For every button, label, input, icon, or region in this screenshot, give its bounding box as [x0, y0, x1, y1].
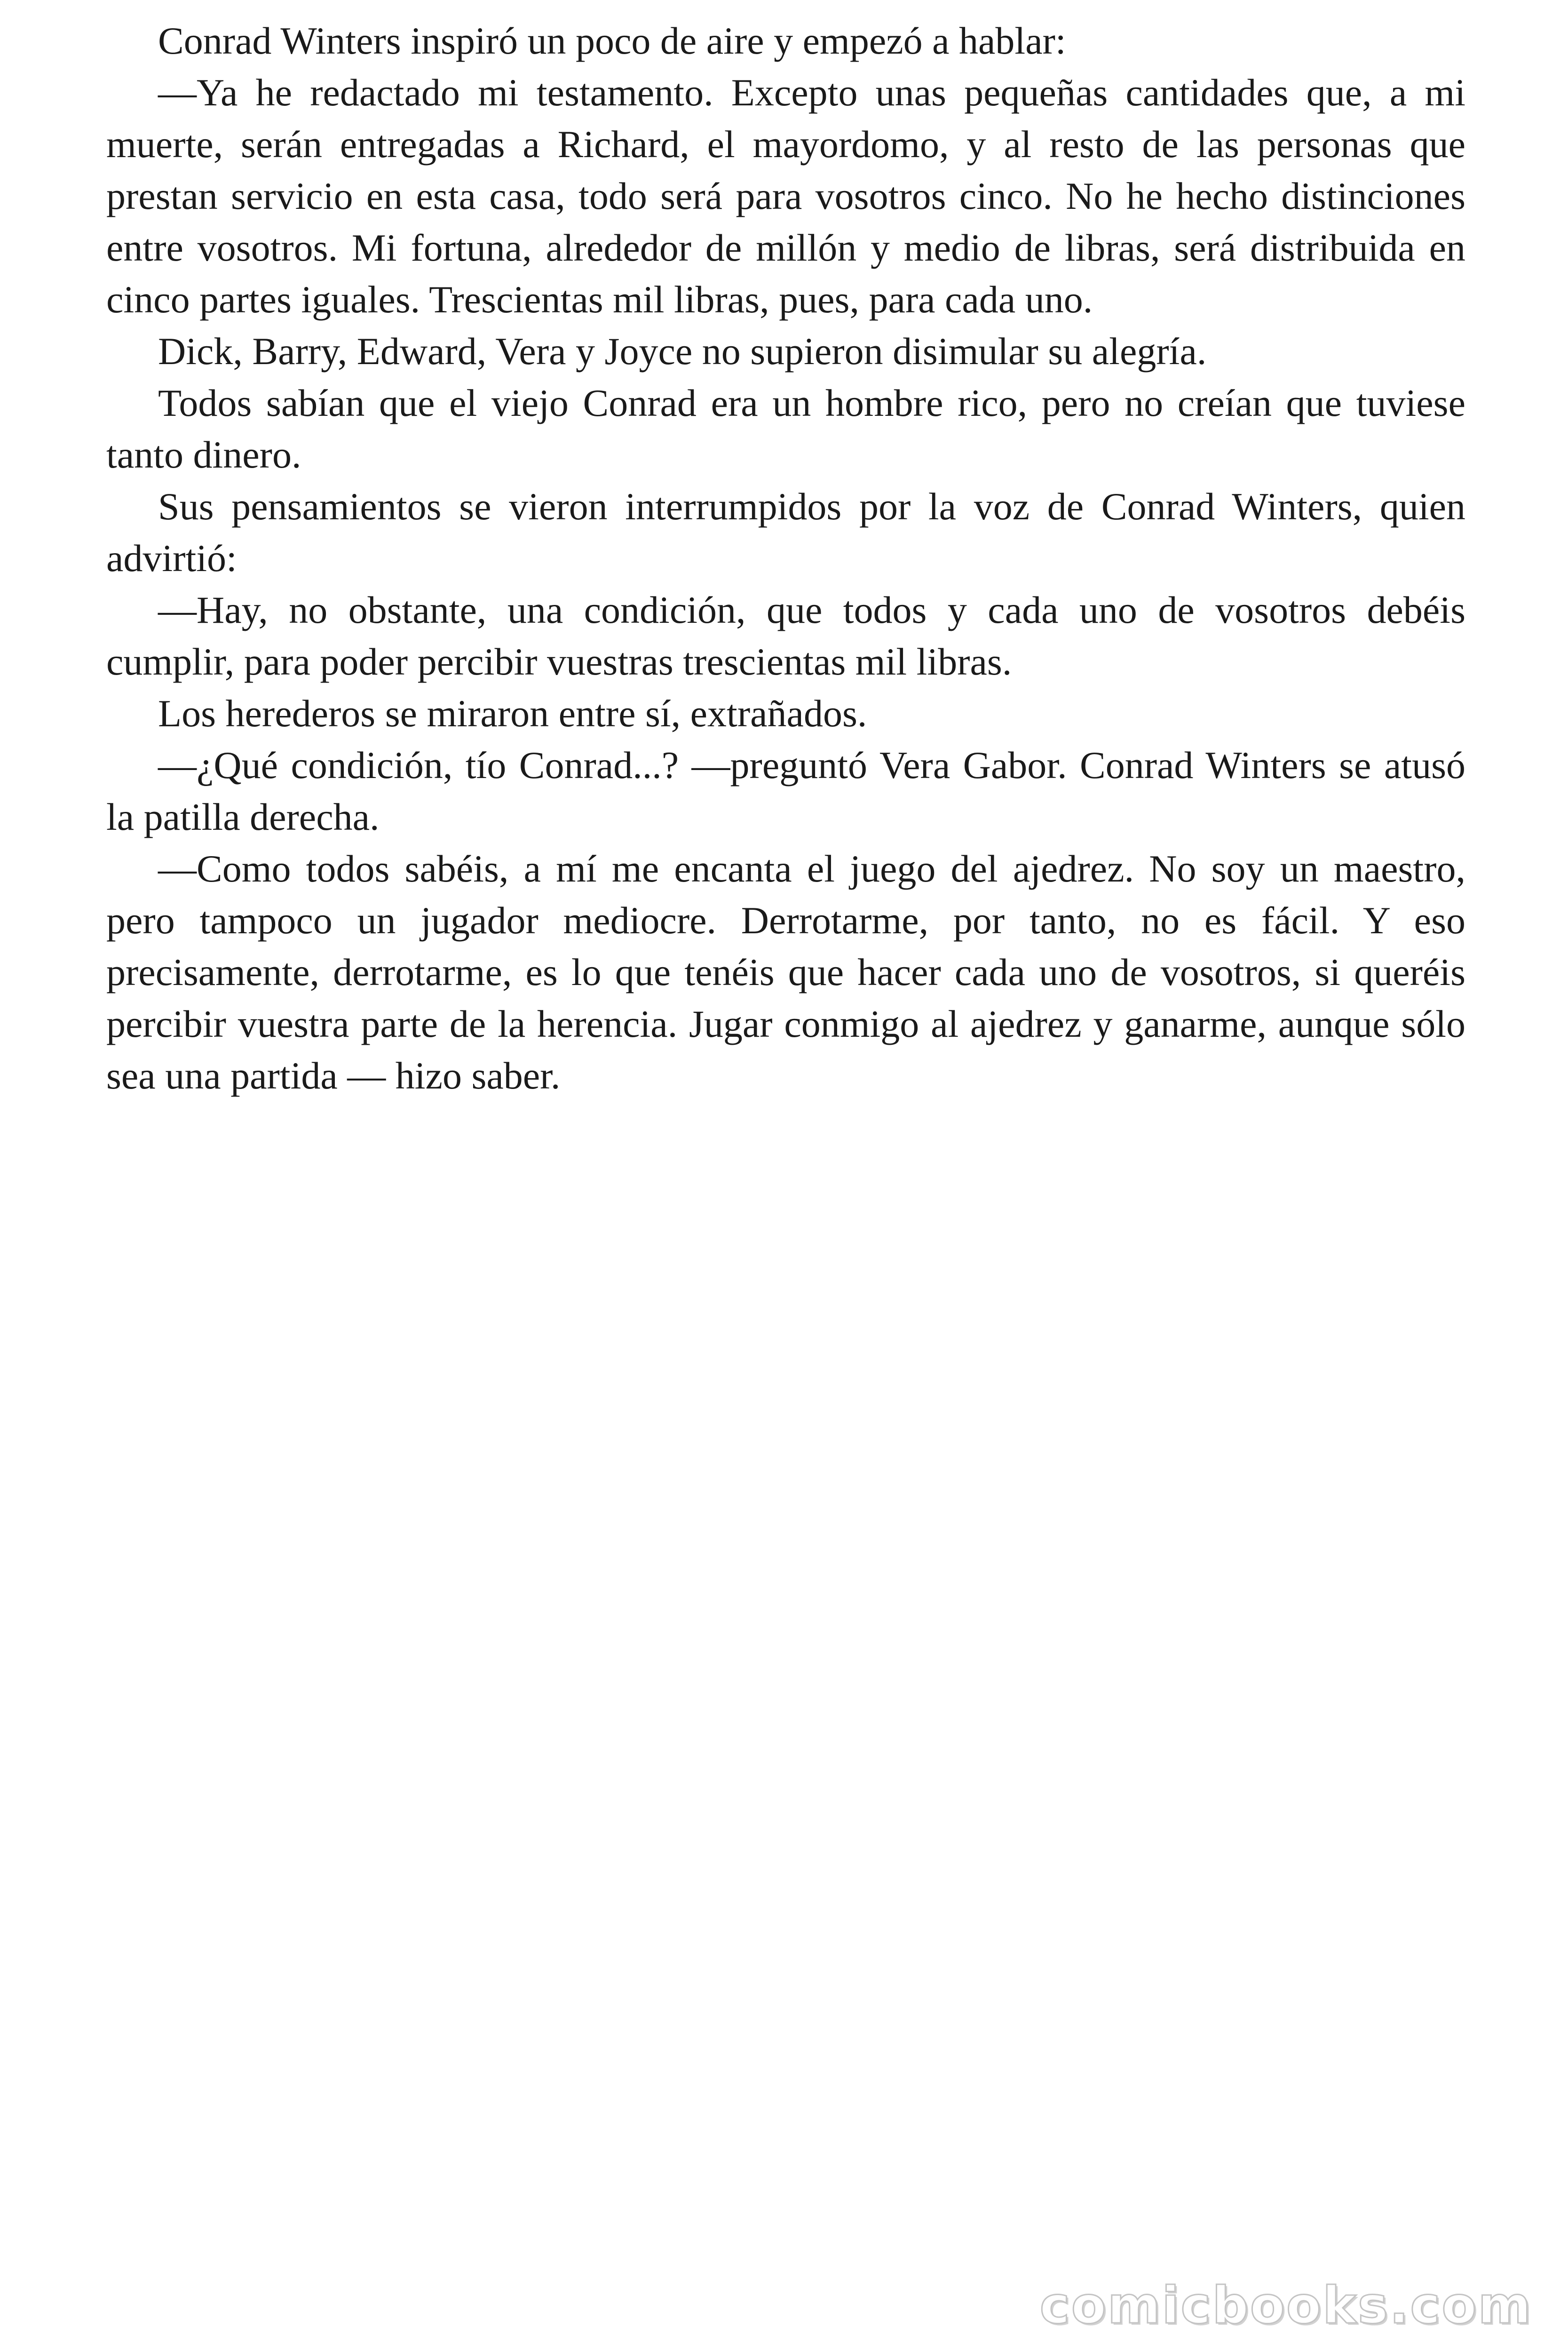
- paragraph: Los herederos se miraron entre sí, extrañados.: [158, 692, 867, 735]
- paragraph: Conrad Winters inspiró un poco de aire y empezó a hablar:: [158, 19, 1066, 62]
- paragraph: —Hay, no obstante, una condición, que todos y cada uno de vosotros debéis cumplir, para poder percibir vuestras trescientas mil libras.: [106, 588, 1465, 683]
- paragraph: Dick, Barry, Edward, Vera y Joyce no supieron disimular su alegría.: [158, 330, 1207, 373]
- watermark: comicbooks.com: [1039, 2276, 1532, 2335]
- body-text: [106, 15, 1465, 1102]
- paragraph: —¿Qué condición, tío Conrad...? —preguntó Vera Gabor. Conrad Winters se atusó la patilla derecha.: [106, 744, 1465, 838]
- paragraph: —Ya he redactado mi testamento. Excepto unas pequeñas cantidades que, a mi muerte, serán entregadas a Richard, el mayordomo, y al resto de las personas que prestan servicio en esta casa, todo será para vosotros cinco. No he hecho distinciones entre vosotros. Mi fortuna, alrededor de millón y medio de libras, será distribuida en cinco partes iguales. Trescientas mil libras, pues, para cada uno.: [106, 71, 1465, 321]
- paragraph: Sus pensamientos se vieron interrumpidos por la voz de Conrad Winters, quien advirtió:: [106, 485, 1465, 580]
- paragraph: —Como todos sabéis, a mí me encanta el juego del ajedrez. No soy un maestro, pero tampoco un jugador mediocre. Derrotarme, por tanto, no es fácil. Y eso precisamente, derrotarme, es lo que tenéis que hacer cada uno de vosotros, si queréis percibir vuestra parte de la herencia. Jugar conmigo al ajedrez y ganarme, aunque sólo sea una partida — hizo saber.: [106, 847, 1465, 1097]
- paragraph: Todos sabían que el viejo Conrad era un hombre rico, pero no creían que tuviese tanto dinero.: [106, 381, 1465, 476]
